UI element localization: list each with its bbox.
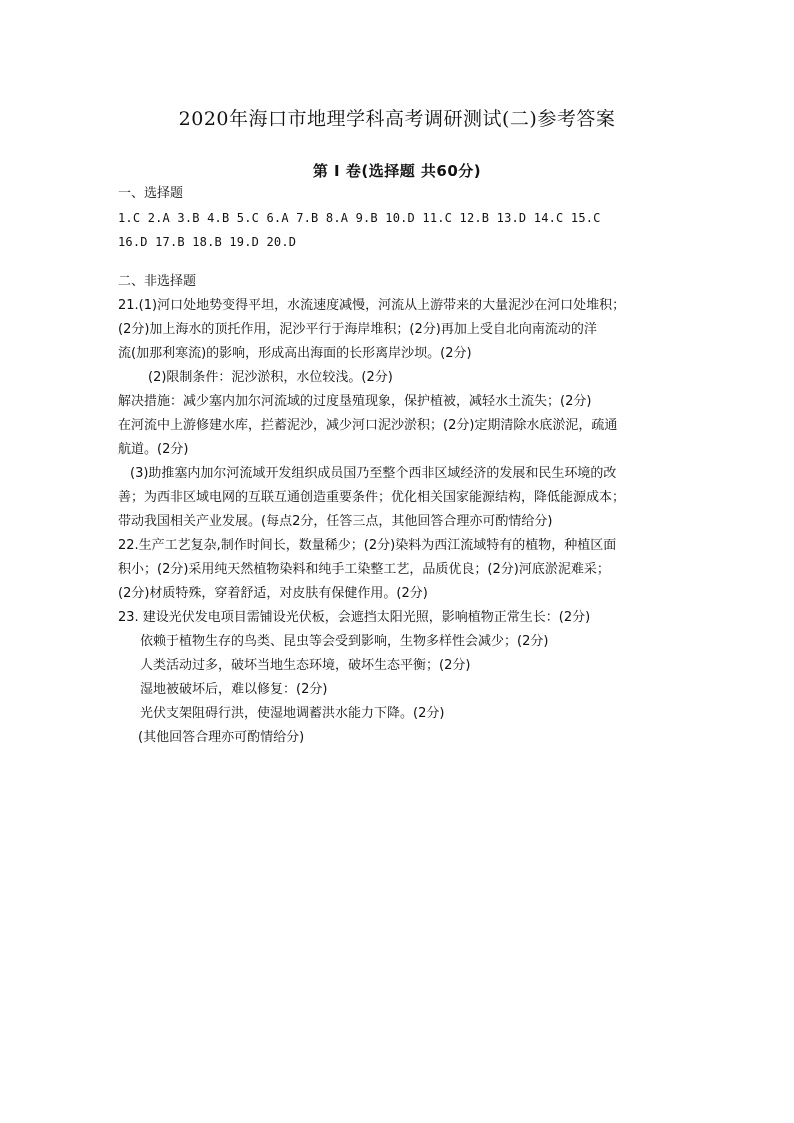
- q23-line: 23. 建设光伏发电项目需铺设光伏板，会遮挡太阳光照，影响植物正常生长：(2分): [118, 610, 591, 625]
- q21-line: 21.(1)河口处地势变得平坦，水流速度减慢，河流从上游带来的大量泥沙在河口处堆积；: [118, 298, 626, 313]
- answer-content: [118, 182, 698, 750]
- q23-line: 人类活动过多，破坏当地生态环境，破坏生态平衡；(2分): [140, 658, 471, 673]
- q21-line: (2分)加上海水的顶托作用，泥沙平行于海岸堆积；(2分)再加上受自北向南流动的洋: [118, 322, 597, 337]
- page-title: 2020年海口市地理学科高考调研测试(二)参考答案: [178, 108, 616, 130]
- q23-line: 光伏支架阻碍行洪，使湿地调蓄洪水能力下降。(2分): [140, 706, 445, 721]
- q21-line: 善；为西非区域电网的互联互通创造重要条件；优化相关国家能源结构，降低能源成本；: [118, 490, 626, 505]
- q22-line: 22.生产工艺复杂,制作时间长，数量稀少；(2分)染料为西江流域特有的植物，种植区面: [118, 538, 617, 553]
- q23-line: 湿地被破坏后，难以修复：(2分): [140, 682, 328, 697]
- choice-answers-line-2: 16.D 17.B 18.B 19.D 20.D: [118, 235, 297, 249]
- q21-line: 航道。(2分): [118, 442, 189, 457]
- q21-line: 流(加那利寒流)的影响，形成高出海面的长形离岸沙坝。(2分): [118, 346, 472, 361]
- spacer: [118, 254, 698, 270]
- q23-line: 依赖于植物生存的鸟类、昆虫等会受到影响，生物多样性会减少；(2分): [140, 634, 549, 649]
- q21-line: (3)助推塞内加尔河流域开发组织成员国乃至整个西非区域经济的发展和民生环境的改: [130, 466, 617, 481]
- q23-line: (其他回答合理亦可酌情给分): [138, 730, 305, 745]
- q21-line: 带动我国相关产业发展。(每点2分，任答三点，其他回答合理亦可酌情给分): [118, 514, 553, 529]
- q21-line: 在河流中上游修建水库，拦蓄泥沙，减少河口泥沙淤积；(2分)定期清除水底淤泥，疏通: [118, 418, 618, 433]
- q21-line: (2)限制条件：泥沙淤积，水位较浅。(2分): [148, 370, 393, 385]
- q22-line: (2分)材质特殊，穿着舒适，对皮肤有保健作用。(2分): [118, 586, 428, 601]
- q22-line: 积小；(2分)采用纯天然植物染料和纯手工染整工艺，品质优良；(2分)河底淤泥难采；: [118, 562, 610, 577]
- q21-line: 解决措施：减少塞内加尔河流域的过度垦殖现象，保护植被，减轻水土流失；(2分): [118, 394, 592, 409]
- part1-heading: 一、选择题: [118, 186, 184, 201]
- section-heading: 第 I 卷(选择题 共60分): [312, 162, 482, 180]
- part2-heading: 二、非选择题: [118, 274, 197, 289]
- choice-answers-line-1: 1.C 2.A 3.B 4.B 5.C 6.A 7.B 8.A 9.B 10.D 11.C 12.B 13.D 14.C 15.C: [118, 211, 601, 225]
